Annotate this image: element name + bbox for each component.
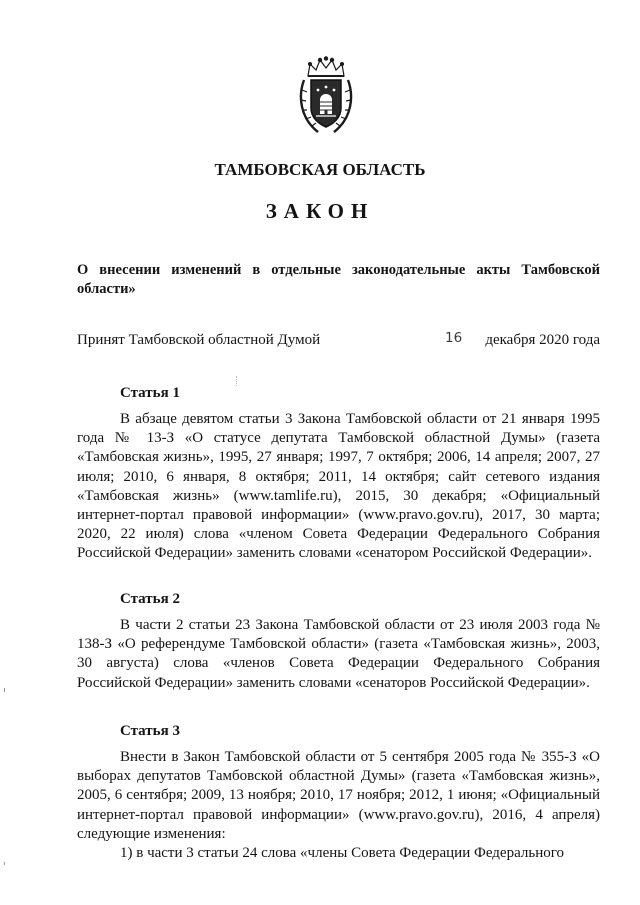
article-2-body: [77, 616, 600, 693]
article-1-heading: Статья 1: [120, 385, 180, 401]
region-name: ТАМБОВСКАЯ ОБЛАСТЬ: [214, 160, 426, 179]
scan-edge-mark: [4, 688, 5, 692]
adoption-month-year: декабря 2020 года: [485, 332, 600, 348]
tambov-coat-of-arms-icon: [296, 56, 356, 136]
scan-edge-mark: [4, 862, 5, 865]
scan-mark: [236, 376, 238, 386]
article-3-body: [77, 748, 600, 863]
document-type: ЗАКОН: [265, 199, 375, 223]
adopted-by: Принят Тамбовской областной Думой: [77, 332, 321, 348]
adoption-day: 16: [445, 330, 463, 346]
article-1-paragraph-1: В абзаце девятом статьи 3 Закона Тамбовской области от 21 января 1995 года № 13-З «О статусе депутата Тамбовской областной Думы» (газета «Тамбовская жизнь», 1995, 27 января; 1997, 7 октября; 2006, 14 апреля; 2007, 27 июля; 2010, 6 января, 8 октября; 2011, 14 октября; сайт сетевого издания «Тамбовская жизнь» (www.tamlife.ru), 2015, 30 декабря; «Официальный интернет-портал правовой информации» (www.pravo.gov.ru), 2017, 30 марта; 2020, 22 июля) слова «членом Совета Федерации Федерального Собрания Российской Федерации» заменить словами «сенатором Российской Федерации».: [77, 411, 600, 562]
article-3-heading: Статья 3: [120, 723, 180, 739]
article-3-paragraph-1: Внести в Закон Тамбовской области от 5 сентября 2005 года № 355-З «О выборах депутатов Тамбовской областной Думы» (газета «Тамбовская жизнь», 2005, 6 сентября; 2009, 13 ноября; 2010, 17 ноября; 2012, 1 июня; «Официальный интернет-портал правовой информации» (www.pravo.gov.ru), 2016, 4 апреля) следующие изменения:: [77, 749, 600, 842]
article-2-heading: Статья 2: [120, 591, 180, 607]
article-3-paragraph-2: 1) в части 3 статьи 24 слова «члены Совета Федерации Федерального: [120, 845, 565, 862]
article-1-body: [77, 410, 600, 564]
law-title: О внесении изменений в отдельные законодательные акты Тамбовской области»: [77, 262, 600, 297]
article-2-paragraph-1: В части 2 статьи 23 Закона Тамбовской области от 23 июля 2003 года № 138-З «О референдуме Тамбовской области» (газета «Тамбовская жизнь», 2003, 30 августа) слова «членов Совета Федерации Федерального Собрания Российской Федерации» заменить словами «сенаторов Российской Федерации».: [77, 617, 600, 691]
